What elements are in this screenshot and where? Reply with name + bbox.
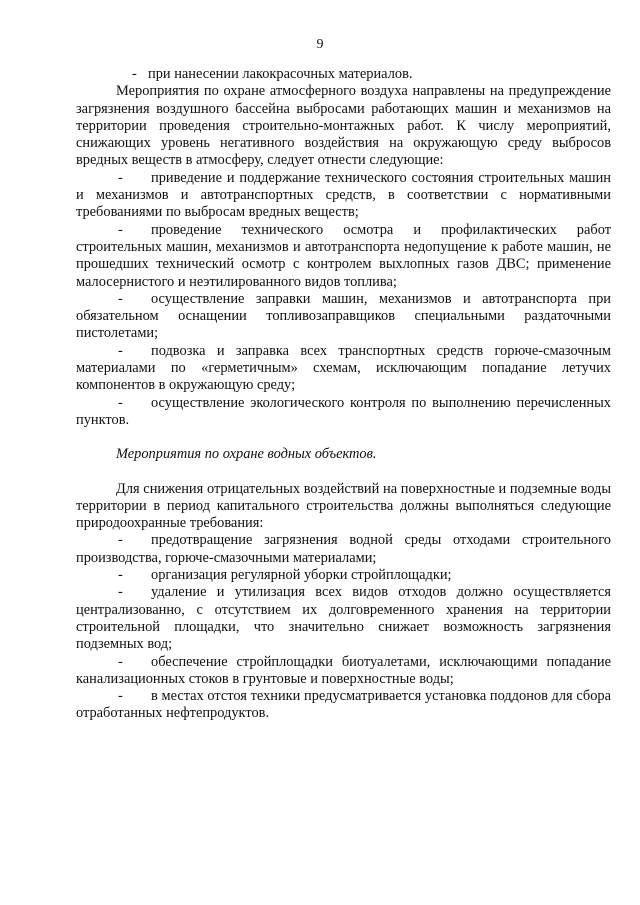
list-item-text: приведение и поддержание технического состояния строительных машин и механизмов и автотранспортных средств, в соответствии с нормативными требованиями по выбросам вредных веществ; (76, 169, 611, 221)
list-item-text: в местах отстоя техники предусматривается установка поддонов для сбора отработанных нефтепродуктов. (76, 688, 611, 722)
list-item-text: удаление и утилизация всех видов отходов должно осуществляется централизованно, с отсутствием их долговременного хранения на территории строительной площадки, что значительно снижает возможность загрязнения подземных вод; (76, 584, 611, 653)
air-list-item-3 (76, 291, 611, 343)
dash-marker: - (118, 290, 123, 307)
dash-marker: - (118, 169, 123, 186)
list-item-text: обеспечение стройплощадки биотуалетами, исключающими попадание канализационных стоков в грунтовые и поверхностные воды; (76, 653, 611, 687)
water-list-item-3 (76, 584, 611, 653)
dash-marker: - (118, 342, 123, 359)
air-list-item-2 (76, 222, 611, 291)
air-protection-paragraph: Мероприятия по охране атмосферного воздуха направлены на предупреждение загрязнения воздушного бассейна выбросами работающих машин и механизмов на территории проведения строительно-монтажных работ. К числу мероприятий, снижающих уровень негативного воздействия на окружающую среду выбросов вредных веществ в атмосферу, следует отнести следующие: (76, 83, 611, 169)
dash-marker: - (118, 394, 123, 411)
dash-marker: - (118, 688, 123, 705)
dash-marker: - (132, 66, 137, 82)
air-list-item-4 (76, 343, 611, 395)
page-number: 9 (316, 37, 324, 52)
air-list-item-5 (76, 395, 611, 430)
list-item-text: подвозка и заправка всех транспортных средств горюче-смазочным материалами по «герметичным» схемам, исключающим попадание летучих компонентов в окружающую среду; (76, 342, 611, 394)
air-list-item-1 (76, 170, 611, 222)
water-list-item-2 (76, 567, 611, 584)
list-item-paint (76, 66, 611, 83)
list-item-text: организация регулярной уборки стройплощадки; (151, 567, 452, 584)
document-body (76, 66, 611, 723)
water-list-item-1 (76, 532, 611, 567)
water-protection-paragraph: Для снижения отрицательных воздействий на поверхностные и подземные воды территории в период капитального строительства должны выполняться следующие природоохранные требования: (76, 480, 611, 532)
list-item-text: предотвращение загрязнения водной среды отходами строительного производства, горюче-смазочными материалами; (76, 532, 611, 566)
list-item-text: проведение технического осмотра и профилактических работ строительных машин, механизмов и автотранспорта недопущение к работе машин, не прошедших технический осмотр с контролем выхлопных газов ДВС; применение малосернистого и неэтилированного видов топлива; (76, 221, 611, 290)
list-item-text: при нанесении лакокрасочных материалов. (148, 66, 413, 82)
list-item-text: осуществление заправки машин, механизмов и автотранспорта при обязательном оснащении топливозаправщиков специальными раздаточными пистолетами; (76, 290, 611, 342)
dash-marker: - (118, 532, 123, 549)
dash-marker: - (118, 584, 123, 601)
dash-marker: - (118, 221, 123, 238)
list-item-text: осуществление экологического контроля по выполнению перечисленных пунктов. (76, 394, 611, 428)
dash-marker: - (118, 653, 123, 670)
water-protection-heading: Мероприятия по охране водных объектов. (116, 446, 377, 463)
dash-marker: - (118, 567, 123, 584)
water-list-item-4 (76, 654, 611, 689)
water-list-item-5 (76, 688, 611, 723)
